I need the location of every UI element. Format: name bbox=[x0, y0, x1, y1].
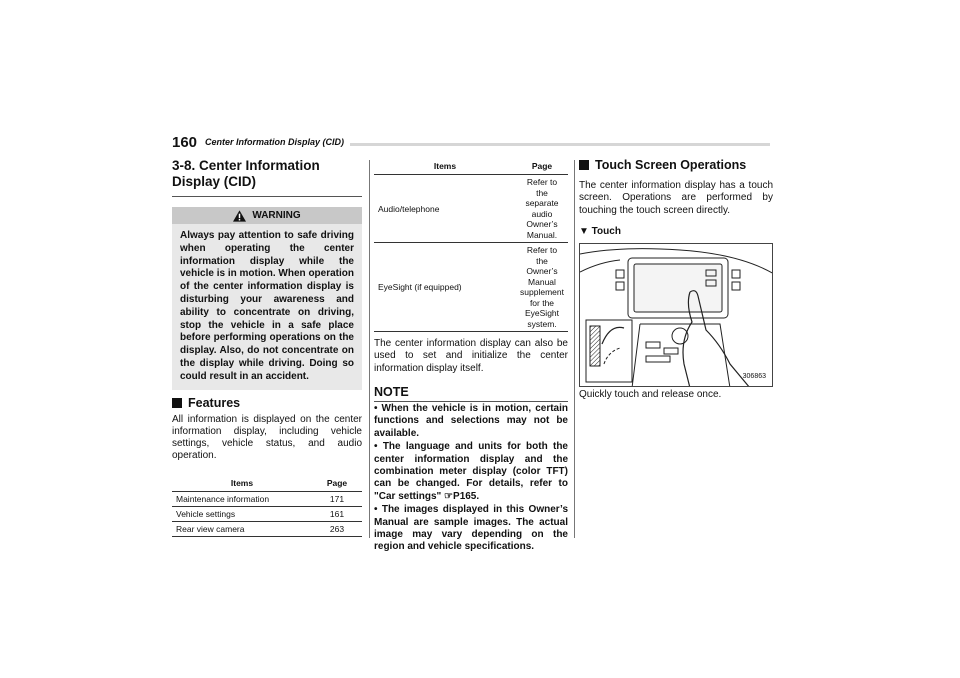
warning-box bbox=[172, 207, 362, 390]
table-row bbox=[374, 243, 568, 332]
figure-code: 306863 bbox=[742, 372, 766, 380]
warning-header bbox=[172, 207, 362, 224]
page-number: 160 bbox=[172, 134, 198, 151]
table-cell-item: Audio/telephone bbox=[374, 175, 516, 243]
table-header-row bbox=[172, 475, 362, 492]
initialize-text: The center information display can also be used to set and initialize the center information display itself. bbox=[374, 338, 568, 374]
table-header-page: Page bbox=[312, 475, 362, 492]
dashboard-touch-drawing bbox=[580, 244, 773, 387]
features-table bbox=[172, 475, 362, 537]
note-item: • The language and units for both the center information display and the combination meter display (color TFT) can be changed. For details, refer to "Car settings" ☞P165. bbox=[374, 441, 568, 502]
table-header-page: Page bbox=[516, 158, 568, 175]
table-row bbox=[172, 506, 362, 521]
table-cell-page: Refer to the separate audio Owner’s Manual. bbox=[516, 175, 568, 243]
square-bullet-icon bbox=[579, 160, 589, 170]
warning-label: WARNING bbox=[252, 210, 301, 221]
features-table-continued bbox=[374, 158, 568, 332]
table-header-row bbox=[374, 158, 568, 175]
table-cell-item: Maintenance information bbox=[172, 491, 312, 506]
touch-caption: Quickly touch and release once. bbox=[579, 388, 722, 400]
touch-screen-intro: The center information display has a touch screen. Operations are performed by touching the touch screen directly. bbox=[579, 180, 773, 216]
column-divider-2 bbox=[574, 160, 575, 538]
table-cell-item: Vehicle settings bbox=[172, 506, 312, 521]
square-bullet-icon bbox=[172, 398, 182, 408]
table-row bbox=[172, 491, 362, 506]
column-3 bbox=[579, 158, 773, 401]
table-cell-item: Rear view camera bbox=[172, 521, 312, 536]
header-section-title: Center Information Display (CID) bbox=[205, 137, 345, 147]
section-title: 3-8. Center Information Display (CID) bbox=[172, 158, 362, 197]
column-divider-1 bbox=[369, 160, 370, 538]
note-item: • The images displayed in this Owner’s Manual are sample images. The actual image may vary depending on the region and vehicle specifications. bbox=[374, 504, 569, 553]
table-cell-item: EyeSight (if equipped) bbox=[374, 243, 516, 332]
features-heading bbox=[172, 396, 362, 410]
table-cell-page: 263 bbox=[312, 521, 362, 536]
warning-text: Always pay attention to safe driving when operating the center information display while the vehicle is in motion. When operation of the center information display is disturbing your awareness and ability to concentrate on driving, stop the vehicle in a safe place before performing operations on the display. Also, do not concentrate on the display while driving. Doing so could result in an accident. bbox=[180, 230, 354, 382]
table-row bbox=[172, 521, 362, 536]
table-row bbox=[374, 175, 568, 243]
touch-screen-heading-label: Touch Screen Operations bbox=[595, 158, 747, 172]
features-heading-label: Features bbox=[188, 395, 241, 410]
table-header-items: Items bbox=[374, 158, 516, 175]
touch-screen-heading bbox=[579, 158, 773, 172]
touch-illustration bbox=[579, 243, 773, 387]
table-cell-page: 161 bbox=[312, 506, 362, 521]
note-item-text: The language and units for both the center information display and the combination meter display (color TFT) can be changed. For details, refer to "Car settings" ☞P165. bbox=[374, 441, 568, 502]
features-text: All information is displayed on the center information display, including vehicle settings, vehicle status, and audio operation. bbox=[172, 413, 362, 462]
table-header-items: Items bbox=[172, 475, 312, 492]
note-title: NOTE bbox=[374, 385, 568, 402]
column-2 bbox=[374, 158, 568, 554]
header-rule bbox=[350, 143, 770, 146]
page-header bbox=[172, 134, 772, 154]
note-item-text: The images displayed in this Owner’s Manual are sample images. The actual image may vary depending on the region and vehicle specifications. bbox=[374, 504, 569, 553]
note-item-text: When the vehicle is in motion, certain functions and selections may not be available. bbox=[374, 402, 569, 439]
touch-subheading: ▼ Touch bbox=[579, 225, 621, 237]
note-item: • When the vehicle is in motion, certain functions and selections may not be available. bbox=[374, 402, 569, 439]
column-1 bbox=[172, 158, 362, 537]
table-cell-page: 171 bbox=[312, 491, 362, 506]
table-cell-page: Refer to the Owner’s Manual supplement for the EyeSight system. bbox=[516, 243, 568, 332]
warning-triangle-icon bbox=[233, 210, 246, 222]
